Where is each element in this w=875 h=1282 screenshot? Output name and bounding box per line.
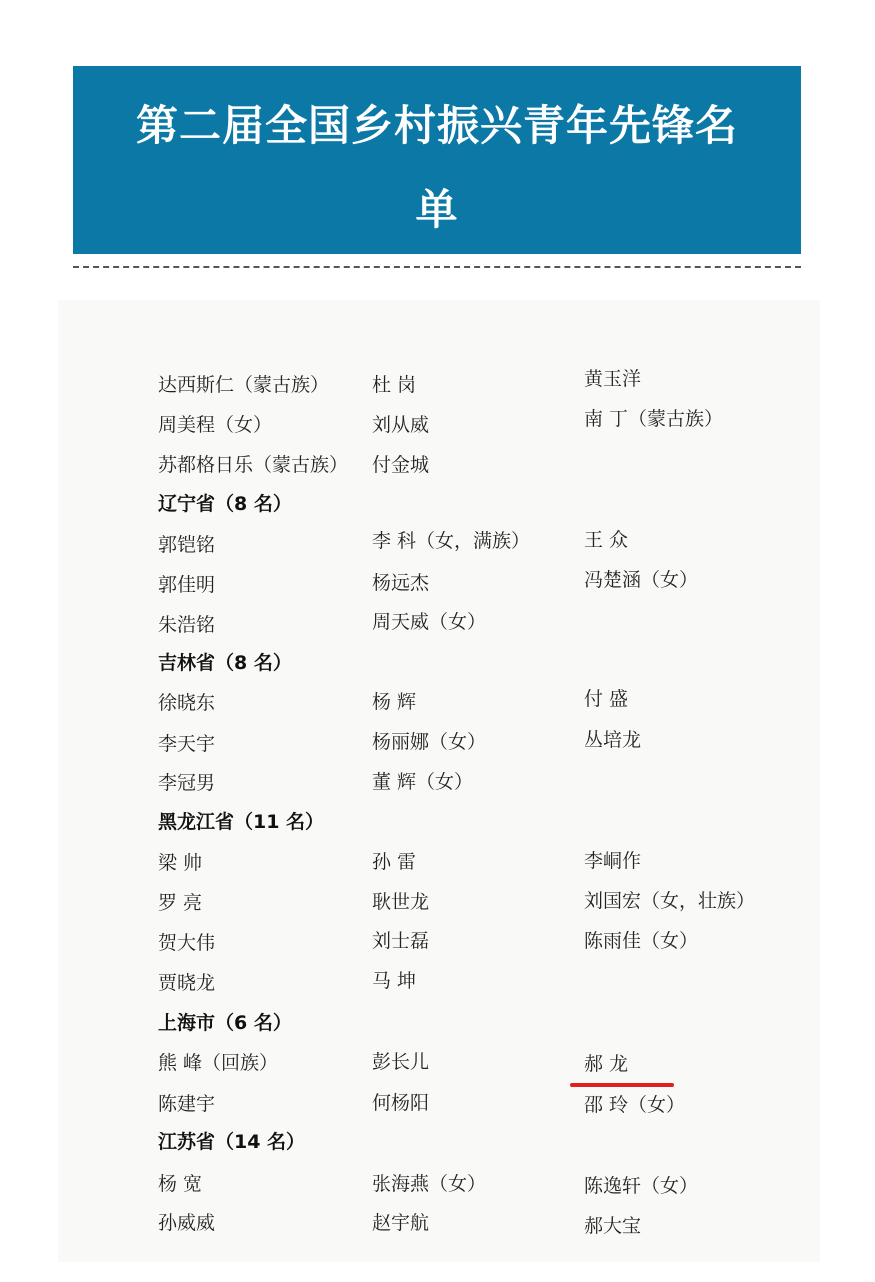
name-entry: 杨远杰 [372,572,430,594]
name-entry: 马 坤 [372,970,417,992]
name-entry: 刘从威 [372,414,430,436]
name-entry: 何杨阳 [372,1092,430,1114]
name-entry: 陈逸轩（女） [584,1175,699,1197]
name-entry: 耿世龙 [372,891,430,913]
name-entry: 杨 辉 [372,691,417,713]
name-entry: 杨丽娜（女） [372,731,487,753]
section-heading-jilin: 吉林省（8 名） [158,652,292,674]
name-entry: 徐晓东 [158,692,216,714]
name-entry: 刘士磊 [372,930,430,952]
section-heading-heilongjiang: 黑龙江省（11 名） [158,811,325,833]
name-entry: 周天威（女） [372,611,487,633]
name-entry: 陈雨佳（女） [584,930,699,952]
name-entry: 郭铠铭 [158,534,216,556]
name-entry: 郝大宝 [584,1215,642,1237]
name-entry: 李峒作 [584,850,642,872]
name-entry: 张海燕（女） [372,1173,487,1195]
page-title-line-1: 第二届全国乡村振兴青年先锋名 [135,101,738,150]
name-entry: 陈建宇 [158,1093,216,1115]
highlighted-name-entry: 郝 龙 [584,1053,629,1075]
name-entry: 刘国宏（女，壮族） [584,890,756,912]
name-entry: 李 科（女，满族） [372,530,531,552]
name-entry: 彭长儿 [372,1051,430,1073]
name-entry: 南 丁（蒙古族） [584,408,724,430]
page-title-line-2: 单 [415,185,459,234]
name-entry: 达西斯仁（蒙古族） [158,374,330,396]
name-entry: 董 辉（女） [372,771,474,793]
name-entry: 李天宇 [158,733,216,755]
name-entry: 贺大伟 [158,932,216,954]
name-entry: 邵 玲（女） [584,1094,686,1116]
name-entry: 赵宇航 [372,1212,430,1234]
section-heading-jiangsu: 江苏省（14 名） [158,1131,306,1153]
title-banner [73,66,801,254]
name-entry: 朱浩铭 [158,614,216,636]
name-entry: 黄玉洋 [584,368,642,390]
name-entry: 杨 宽 [158,1173,203,1195]
section-heading-liaoning: 辽宁省（8 名） [158,493,292,515]
red-underline-mark [570,1083,674,1087]
name-entry: 付金城 [372,454,430,476]
name-entry: 李冠男 [158,772,216,794]
name-entry: 丛培龙 [584,729,642,751]
name-entry: 贾晓龙 [158,972,216,994]
name-entry: 付 盛 [584,688,629,710]
name-entry: 王 众 [584,529,629,551]
name-entry: 梁 帅 [158,852,203,874]
name-entry: 熊 峰（回族） [158,1052,279,1074]
name-entry: 罗 亮 [158,892,203,914]
name-entry: 孙威威 [158,1212,216,1234]
name-entry: 郭佳明 [158,574,216,596]
name-entry: 孙 雷 [372,851,417,873]
dashed-divider [73,266,801,268]
name-entry: 苏都格日乐（蒙古族） [158,454,349,476]
section-heading-shanghai: 上海市（6 名） [158,1012,292,1034]
name-entry: 周美程（女） [158,414,273,436]
name-entry: 杜 岗 [372,374,417,396]
name-entry: 冯楚涵（女） [584,569,699,591]
